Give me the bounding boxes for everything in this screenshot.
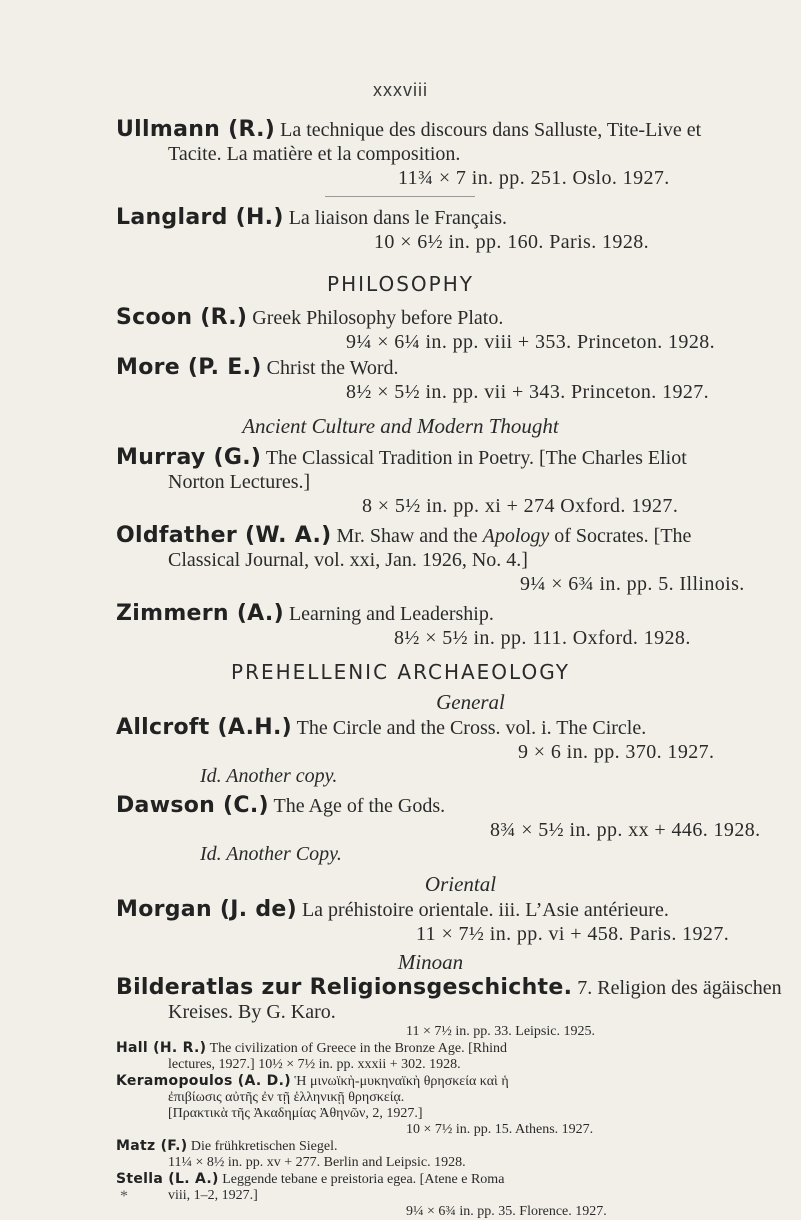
entry-title: Greek Philosophy before Plato.: [252, 307, 504, 329]
entries-continued: [116, 1024, 786, 1220]
entry-meta: 11 × 7½ in. pp. vi + 458. Paris. 1927.: [416, 923, 730, 945]
entry-author: Zimmern (A.): [116, 601, 284, 626]
entry-author: More (P. E.): [116, 355, 262, 380]
entry-title: Die frühkretischen Siegel.: [190, 1139, 338, 1154]
entry-title: The Age of the Gods.: [273, 795, 446, 817]
entry-title-cont: Kreises. By G. Karo.: [168, 1001, 336, 1023]
entry-meta: 11¼ × 8½ in. pp. xv + 277. Berlin and Leipsic. 1928.: [168, 1155, 466, 1170]
entry-title-cont: viii, 1–2, 1927.]: [168, 1188, 258, 1203]
entry-title: Leggende tebane e preistoria egea. [Atene e Roma: [222, 1172, 505, 1187]
entry-matz: [116, 1138, 786, 1155]
entry-oldfather: [116, 524, 786, 596]
entry-title-cont: Tacite. La matière et la composition.: [168, 143, 461, 165]
entry-murray: [116, 446, 786, 518]
entry-ullmann: [116, 118, 786, 190]
entry-title: La technique des discours dans Salluste, Tite-Live et: [280, 119, 702, 141]
sub-heading-minoan: Minoan: [397, 950, 464, 974]
entry-meta: 11¾ × 7 in. pp. 251. Oslo. 1927.: [398, 167, 670, 189]
entry-id-line: Id. Another Copy.: [200, 843, 342, 865]
page-number: xxxviii: [373, 80, 428, 100]
entry-author: Oldfather (W. A.): [116, 523, 332, 548]
entry-morgan: [116, 898, 786, 946]
entry-author: Allcroft (A.H.): [116, 715, 293, 740]
entry-meta: 8¾ × 5½ in. pp. xx + 446. 1928.: [490, 819, 761, 841]
entry-meta: 8 × 5½ in. pp. xi + 274 Oxford. 1927.: [362, 495, 679, 517]
entry-zimmern: [116, 602, 786, 650]
entry-title: Christ the Word.: [266, 357, 399, 379]
entry-bilderatlas: [116, 976, 786, 1024]
entry-author: Keramopoulos (A. D.): [116, 1073, 291, 1089]
section-heading-philosophy: PHILOSOPHY: [327, 272, 474, 296]
entry-title: 7. Religion des ägäischen: [577, 977, 782, 999]
entry-title: La préhistoire orientale. iii. L’Asie antérieure.: [301, 899, 669, 921]
entry-author: Scoon (R.): [116, 305, 248, 330]
sub-heading-oriental: Oriental: [424, 872, 497, 896]
entry-author: Ullmann (R.): [116, 117, 276, 142]
entry-title: Mr. Shaw and the Apology of Socrates. [The: [336, 525, 692, 547]
entry-title: Ἡ μινωϊκὴ-μυκηναϊκὴ θρησκεία καὶ ἡ: [294, 1074, 509, 1089]
footer-mark: *: [120, 1188, 128, 1205]
entry-title: The Classical Tradition in Poetry. [The Charles Eliot: [265, 447, 687, 469]
entry-title-cont: lectures, 1927.] 10½ × 7½ in. pp. xxxii + 302. 1928.: [168, 1057, 461, 1072]
entry-author: Matz (F.): [116, 1138, 188, 1154]
entry-keramopoulos: [116, 1073, 786, 1090]
entry-author: Langlard (H.): [116, 205, 284, 230]
entry-title-cont: ἐπιβίωσις αὐτῆς ἐν τῇ ἑλληνικῇ θρησκείᾳ.: [168, 1090, 405, 1105]
entry-title: La liaison dans le Français.: [288, 207, 507, 229]
entry-meta: 8½ × 5½ in. pp. 111. Oxford. 1928.: [394, 627, 691, 649]
entry-dawson: [116, 794, 786, 866]
entry-title: The civilization of Greece in the Bronze Age. [Rhind: [209, 1041, 507, 1056]
section-heading-prehellenic: PREHELLENIC ARCHAEOLOGY: [231, 660, 570, 684]
entry-meta: 10 × 6½ in. pp. 160. Paris. 1928.: [374, 231, 650, 253]
entry-author: Murray (G.): [116, 445, 262, 470]
entry-author: Hall (H. R.): [116, 1040, 207, 1056]
entry-meta: 8½ × 5½ in. pp. vii + 343. Princeton. 1927.: [346, 381, 710, 403]
entry-author: Bilderatlas zur Religionsgeschichte.: [116, 975, 573, 1000]
entry-langlard: [116, 206, 786, 254]
entry-more: [116, 356, 786, 404]
entry-scoon: [116, 306, 786, 354]
entry-allcroft: [116, 716, 786, 788]
entry-hall: [116, 1040, 786, 1057]
entry-title-cont: Norton Lectures.]: [168, 471, 311, 493]
entry-author: Stella (L. A.): [116, 1171, 219, 1187]
entry-title: The Circle and the Cross. vol. i. The Circle.: [296, 717, 647, 739]
entry-title: Learning and Leadership.: [288, 603, 494, 625]
entry-stella: [116, 1171, 786, 1188]
entry-meta: 9¼ × 6¾ in. pp. 5. Illinois.: [520, 573, 745, 595]
entry-meta: 11 × 7½ in. pp. 33. Leipsic. 1925.: [406, 1024, 595, 1039]
divider: [325, 196, 475, 197]
sub-heading-general: General: [436, 690, 505, 714]
entry-meta: 9¼ × 6¼ in. pp. viii + 353. Princeton. 1928.: [346, 331, 716, 353]
entry-author: Morgan (J. de): [116, 897, 297, 922]
entry-meta: 9¼ × 6¾ in. pp. 35. Florence. 1927.: [406, 1204, 607, 1219]
entry-title-cont: [Πρακτικὰ τῆς Ἀκαδημίας Ἀθηνῶν, 2, 1927.]: [168, 1106, 423, 1121]
entry-author: Dawson (C.): [116, 793, 269, 818]
sub-heading-ancient-culture: Ancient Culture and Modern Thought: [242, 414, 559, 438]
entry-id-line: Id. Another copy.: [200, 765, 338, 787]
entry-title-cont: Classical Journal, vol. xxi, Jan. 1926, No. 4.]: [168, 549, 528, 571]
entry-meta: 9 × 6 in. pp. 370. 1927.: [518, 741, 715, 763]
entry-meta: 10 × 7½ in. pp. 15. Athens. 1927.: [406, 1122, 594, 1137]
